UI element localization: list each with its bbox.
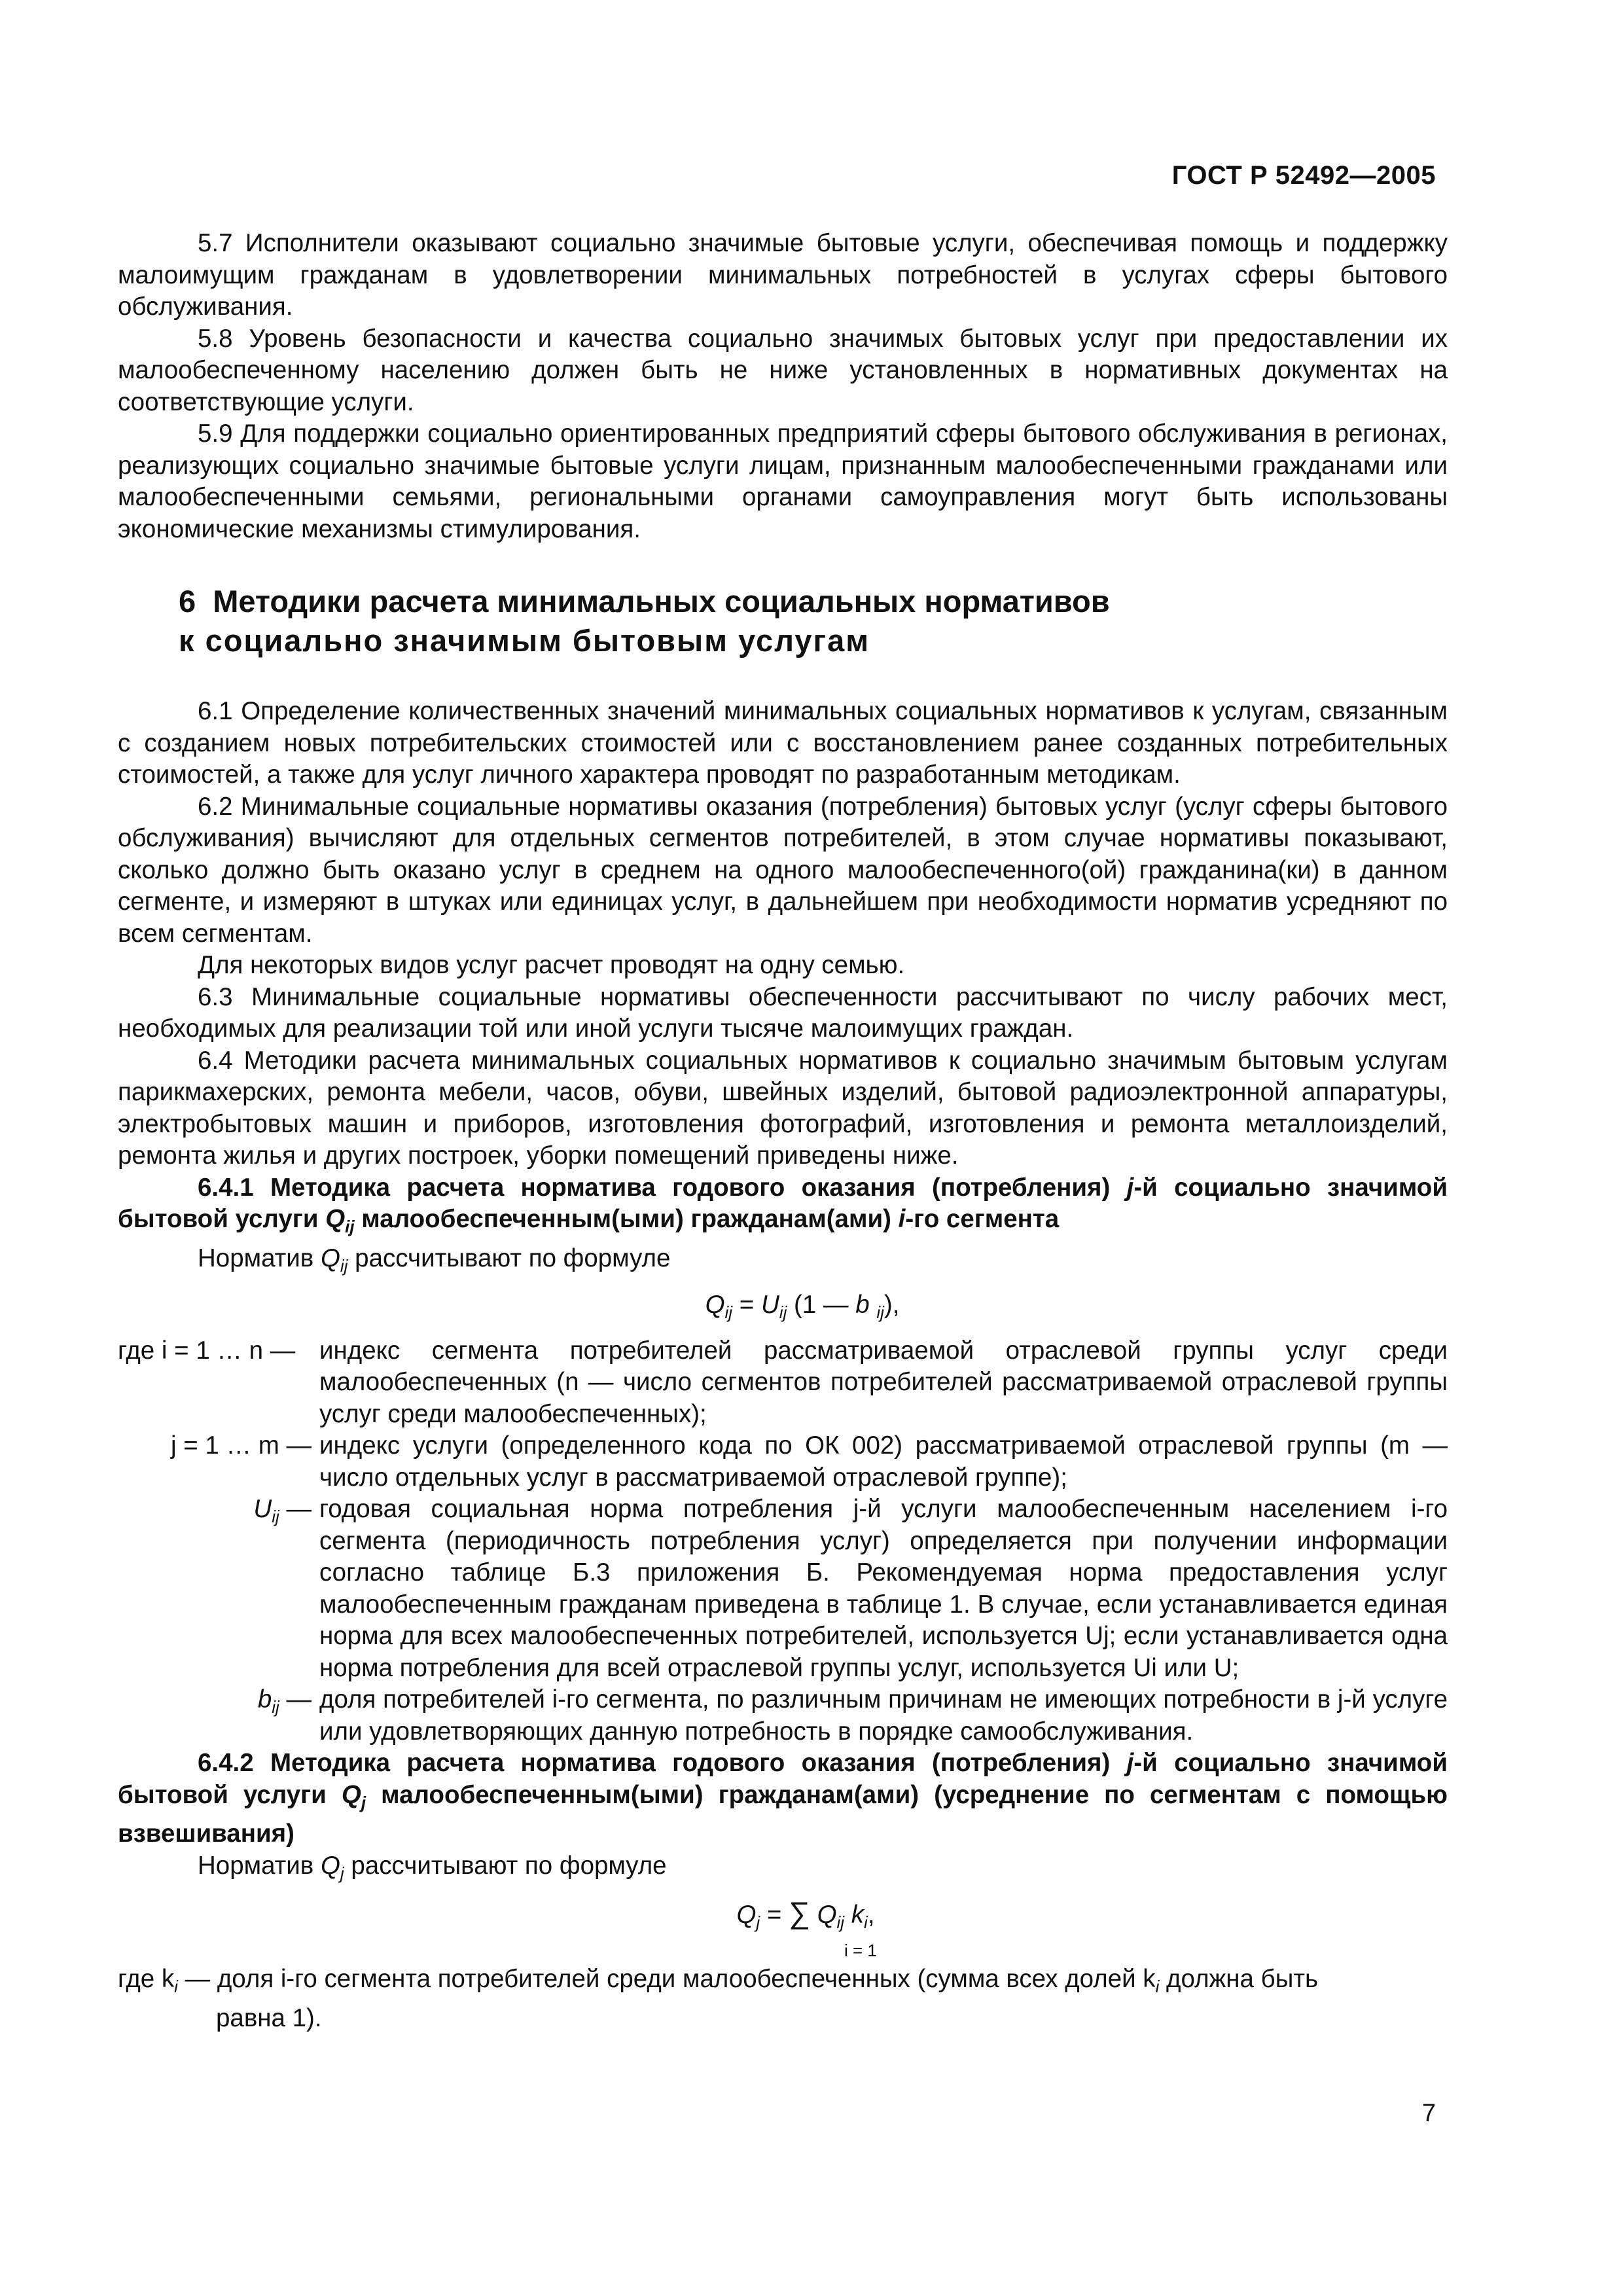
formula-intro-2: Норматив $Q_j$ рассчитывают по формуле [198,1851,667,1883]
paragraph-6-2: 6.2 Минимальные социальные нормативы оказания (потребления) бытовых услуг (услуг сферы бытового обслуживания) вычисляют для отдельных сегментов потребителей, в этом случае нормативы показывают, сколько должно быть оказано услуг в среднем на одного малообеспеченного(ой) гражданина(ки) в данном сегменте, и измеряют в штуках или единицах услуг, в дальнейшем при необходимости норматив усредняют по всем сегментам. [118,792,1448,948]
paragraph-6-1: 6.1 Определение количественных значений минимальных социальных нормативов к услугам, связанным с созданием новых потребительских стоимостей или с восстановлением ранее созданных потребительных стоимостей, а также для услуг личного характера проводят по разработанным методикам. [118,697,1448,789]
variable-definitions [118,1335,1448,1748]
definition-i: где i = 1 … n — индекс сегмента потребителей рассматриваемой отраслевой группы услуг среди малообеспеченных (n — число сегментов потребителей рассматриваемой отраслевой группы услуг среди малообеспеченных); [118,1336,1448,1428]
paragraph-6-2-note: Для некоторых видов услуг расчет проводят на одну семью. [198,951,905,979]
definition-j: j = 1 … m — индекс услуги (определенного кода по ОК 002) рассматриваемой отраслевой группы (m — число отдельных услуг в рассматриваемой отраслевой группе); [170,1431,1448,1492]
definition-u: $U_{ij}$ — годовая социальная норма потребления j-й услуги малообеспеченным населением i-го сегмента (периодичность потребления услуг) определяется при получении информации согласно таблице Б.3 приложения Б. Рекомендуемая норма предоставления услуг малообеспеченным гражданам приведена в таблице 1. В случае, если устанавливается единая норма для всех малообеспеченных потребителей, используется Uj; если устанавливается одна норма потребления для всей отраслевой группы услуг, используется Ui или U; [253,1495,1448,1682]
paragraph-5-8: 5.8 Уровень безопасности и качества социально значимых бытовых услуг при предоставлении их малообеспеченному населению должен быть не ниже установленных в нормативных документах на соответствующие услуги. [118,324,1448,416]
subsection-6-4-2-title: 6.4.2 Методика расчета норматива годового оказания (потребления) j-й социально значимой бытовой услуги $Q_j$ малообеспеченным(ыми) гражданам(ами) (усреднение по сегментам с помощью взвешивания) [118,1749,1448,1848]
formula-intro-1: Норматив $Q_{ij}$ рассчитывают по формуле [198,1244,671,1276]
formula-qj: $Q_j$ = ∑ $Q_{ij}$ $k_i$, i = 1 [118,1892,1448,1964]
document-number: ГОСТ Р 52492—2005 [1171,161,1436,190]
section-heading [179,582,1448,660]
section-title-line1: Методики расчета минимальных социальных нормативов [213,584,1110,619]
paragraph-6-3: 6.3 Минимальные социальные нормативы обеспеченности рассчитывают по числу рабочих мест, необходимых для реализации той или иной услуги тысяче малоимущих граждан. [118,982,1448,1043]
definition-k: где $k_i$ — доля i-го сегмента потребителей среди малообеспеченных (сумма всех долей $k_i$ должна быть равна 1). [118,1965,1319,2032]
definition-b: $b_{ij}$ — доля потребителей i-го сегмента, по различным причинам не имеющих потребности в j-й услуге или удовлетворяющих данную потребность в порядке самообслуживания. [257,1685,1448,1746]
paragraph-6-4: 6.4 Методики расчета минимальных социальных нормативов к социально значимым бытовым услугам парикмахерских, ремонта мебели, часов, обуви, швейных изделий, бытовой радиоэлектронной аппаратуры, электробытовых машин и приборов, изготовления фотографий, изготовления и ремонта металлоизделий, ремонта жилья и других построек, уборки помещений приведены ниже. [118,1046,1448,1170]
paragraph-5-7: 5.7 Исполнители оказывают социально значимые бытовые услуги, обеспечивая помощь и поддержку малоимущим гражданам в удовлетворении минимальных потребностей в услугах сферы бытового обслуживания. [118,229,1448,321]
page-number: 7 [1421,2100,1436,2127]
section-title-line2: к социально значимым бытовым услугам [179,623,870,658]
page-body [118,228,1448,2034]
section-number: 6 [179,584,196,619]
sum-lower-index: i = 1 [844,1941,877,1960]
formula-qij: $Q_{ij} = U_{ij}$ (1 — b $_{ij}$), [705,1291,900,1322]
subsection-6-4-1-title: 6.4.1 Методика расчета норматива годового оказания (потребления) j-й социально значимой бытовой услуги $Q_{ij}$ малообеспеченным(ыми) гражданам(ами) i-го сегмента [118,1173,1448,1236]
paragraph-5-9: 5.9 Для поддержки социально ориентированных предприятий сферы бытового обслуживания в регионах, реализующих социально значимые бытовые услуги лицам, признанным малообеспеченными гражданами или малообеспеченными семьями, региональными органами самоуправления могут быть использованы экономические механизмы стимулирования. [118,420,1448,543]
